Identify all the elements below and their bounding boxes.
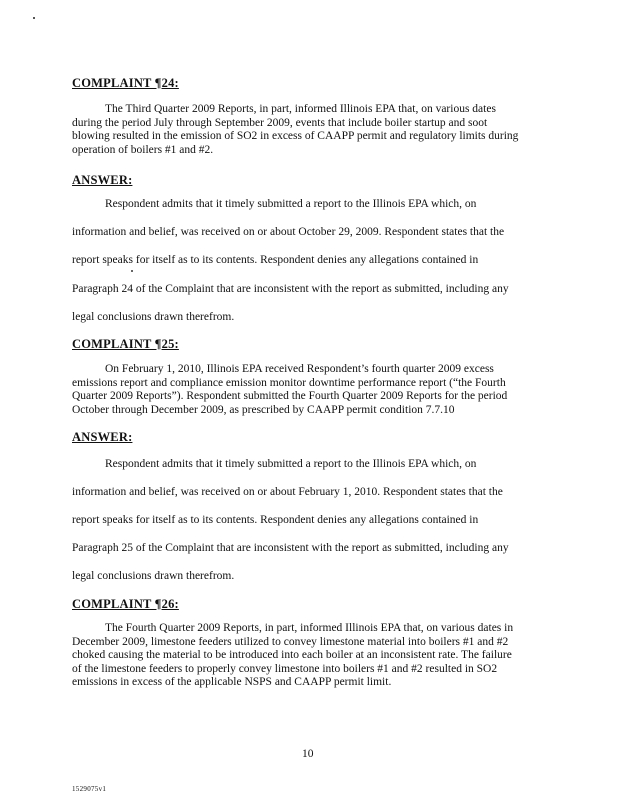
answer-25-line: information and belief, was received on or about February 1, 2010. Respondent states that the [72,486,503,498]
paragraph-line: operation of boilers #1 and #2. [72,143,214,156]
paragraph-line: The Third Quarter 2009 Reports, in part, informed Illinois EPA that, on various dates [105,103,496,115]
complaint-25-paragraph [72,363,548,417]
complaint-26-paragraph [72,622,548,690]
answer-24-line: Respondent admits that it timely submitted a report to the Illinois EPA which, on [105,198,477,210]
paragraph-line: December 2009, limestone feeders utilized to convey limestone material into boilers #1 and #2 [72,635,509,648]
answer-24-line: legal conclusions drawn therefrom. [72,311,235,323]
answer-24-line: report speaks for itself as to its contents. Respondent denies any allegations contained in [72,254,479,266]
paragraph-line: emissions in excess of the applicable NSPS and CAAPP permit limit. [72,676,392,689]
paragraph-line: emissions report and compliance emission monitor downtime performance report (“the Fourth [72,376,506,389]
complaint-24-heading: COMPLAINT ¶24: [72,76,179,90]
answer-25-heading: ANSWER: [72,430,133,444]
scan-speck [131,270,133,272]
paragraph-line: choked causing the material to be introduced into each boiler at an inconsistent rate. The failure [72,649,512,662]
paragraph-line: of the limestone feeders to properly convey limestone into boilers #1 and #2 resulted in SO2 [72,662,498,675]
page-number: 10 [302,748,314,760]
paragraph-line: during the period July through September 2009, events that include boiler startup and soot [72,116,488,129]
answer-25-line: report speaks for itself as to its contents. Respondent denies any allegations contained in [72,514,479,526]
complaint-26-heading: COMPLAINT ¶26: [72,597,179,611]
answer-25-line: Paragraph 25 of the Complaint that are inconsistent with the report as submitted, including any [72,542,509,554]
paragraph-line: Quarter 2009 Reports”). Respondent submitted the Fourth Quarter 2009 Reports for the period [72,390,508,403]
answer-24-line: information and belief, was received on or about October 29, 2009. Respondent states that the [72,226,505,238]
document-id: 1529075v1 [72,785,107,793]
paragraph-line: The Fourth Quarter 2009 Reports, in part, informed Illinois EPA that, on various dates in [105,622,514,634]
answer-25-line: legal conclusions drawn therefrom. [72,570,235,582]
answer-24-line: Paragraph 24 of the Complaint that are inconsistent with the report as submitted, including any [72,283,509,295]
complaint-24-paragraph [72,103,548,157]
answer-25-line: Respondent admits that it timely submitted a report to the Illinois EPA which, on [105,458,477,470]
paragraph-line: On February 1, 2010, Illinois EPA received Respondent’s fourth quarter 2009 excess [105,363,494,375]
paragraph-line: October through December 2009, as prescribed by CAAPP permit condition 7.7.10 [72,403,455,416]
answer-24-heading: ANSWER: [72,173,133,187]
scan-speck [33,17,35,19]
complaint-25-heading: COMPLAINT ¶25: [72,337,179,351]
paragraph-line: blowing resulted in the emission of SO2 in excess of CAAPP permit and regulatory limits during [72,130,519,143]
